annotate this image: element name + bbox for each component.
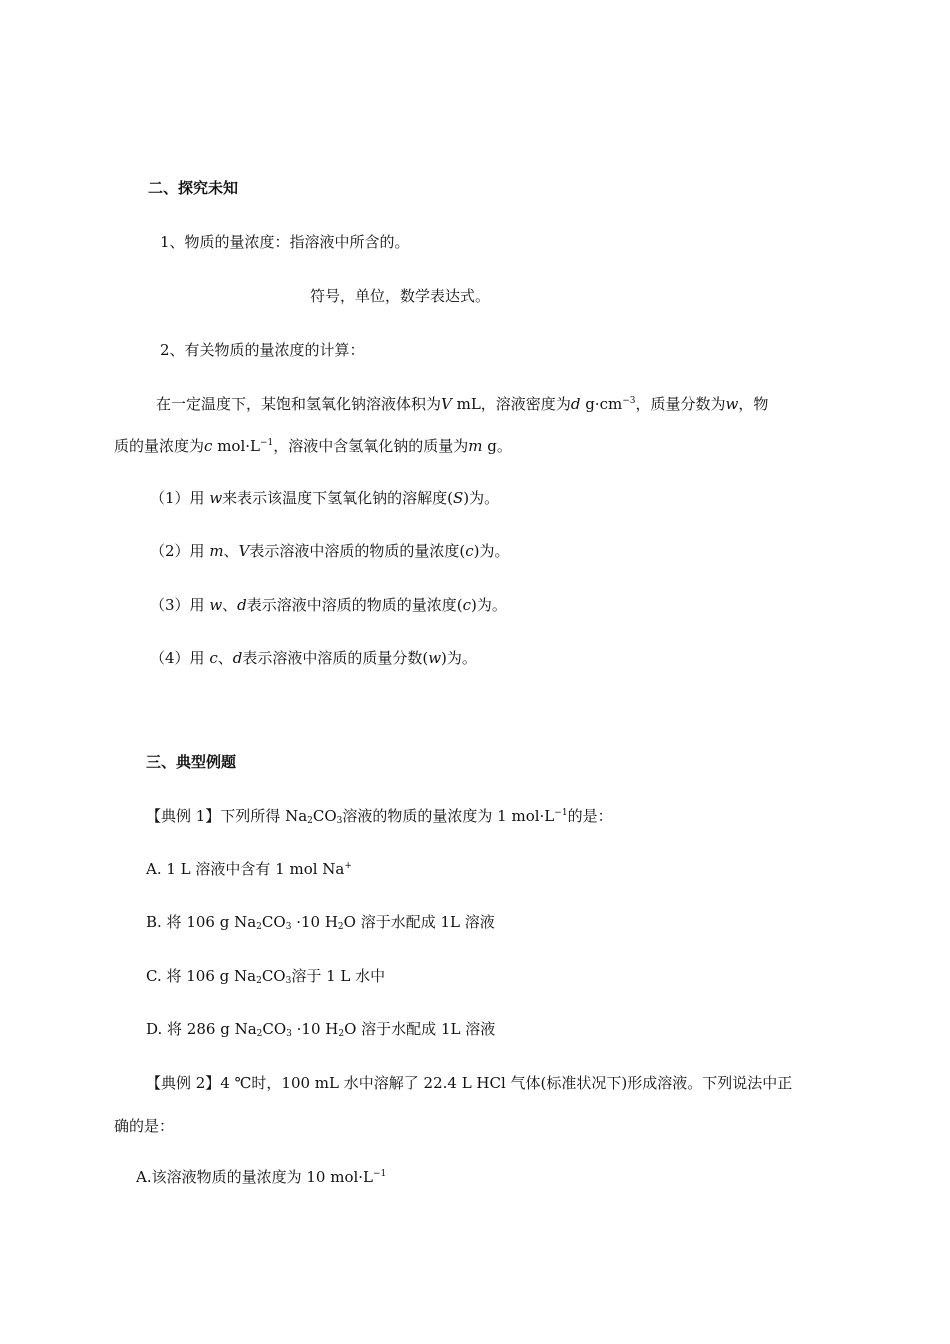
question-3: （3）用 w、d表示溶液中溶质的物质的量浓度(c)为。 (150, 596, 507, 614)
question-4: （4）用 c、d表示溶液中溶质的质量分数(w)为。 (150, 649, 477, 667)
problem-line-2: 质的量浓度为c $mol\cdot L^{-1}$，溶液中含氢氧化钠的质量为m g。 (114, 437, 512, 455)
example-1-option-b: B. 将 106 g $Na_2CO_3 \cdot 10$ $H_2O$ 溶于水配成 1L 溶液 (146, 913, 495, 932)
example-2-question-line-2: 确的是： (114, 1117, 175, 1135)
section-heading-explore: 二、探究未知 (148, 179, 239, 197)
item-1-symbol-unit: 符号，单位，数学表达式。 (310, 287, 491, 305)
example-1-option-a: A. 1 L 溶液中含有 1 mol Na+ (146, 860, 352, 878)
section-heading-examples: 三、典型例题 (146, 753, 237, 771)
example-1-question: 【典例 1】下列所得 $Na_2CO_3$溶液的物质的量浓度为 1 $mol\cdot L^{-1}$的是： (146, 807, 613, 826)
example-2-question-line-1: 【典例 2】4 ℃时，100 mL 水中溶解了 22.4 L HCl 气体(标准状况下)形成溶液。下列说法中正 (146, 1074, 793, 1092)
problem-line-1: 在一定温度下，某饱和氢氧化钠溶液体积为V mL，溶液密度为d $g\cdot cm^{-3}$，质量分数为w，物 (156, 395, 769, 413)
example-1-option-c: C. 将 106 g $Na_2CO_3$溶于 1 L 水中 (146, 967, 386, 986)
item-1-definition: 1、物质的量浓度：指溶液中所含的。 (160, 233, 410, 251)
item-2-title: 2、有关物质的量浓度的计算： (160, 341, 365, 359)
question-2: （2）用 m、V表示溶液中溶质的物质的量浓度(c)为。 (150, 542, 510, 560)
question-1: （1）用 w来表示该温度下氢氧化钠的溶解度(S)为。 (150, 489, 500, 507)
example-2-option-a: A.该溶液物质的量浓度为 10 $mol\cdot L^{-1}$ (136, 1168, 387, 1186)
example-1-option-d: D. 将 286 g $Na_2CO_3 \cdot 10$ $H_2O$ 溶于水配成 1L 溶液 (146, 1020, 496, 1039)
